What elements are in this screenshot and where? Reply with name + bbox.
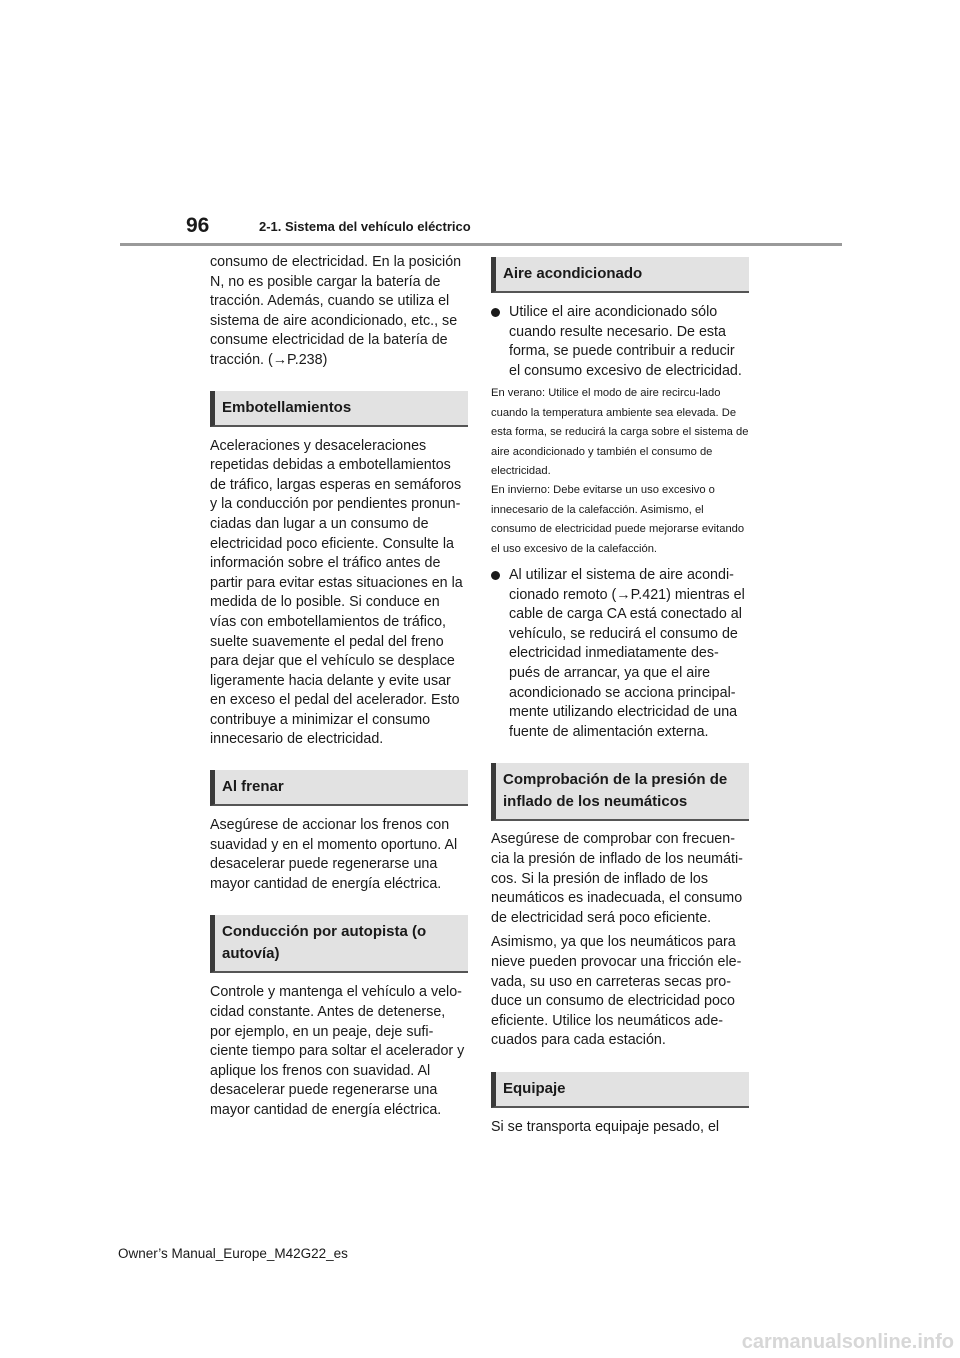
heading-equipaje: Equipaje <box>491 1072 749 1108</box>
bullet-text: Utilice el aire acondicionado sólo cuando resulte necesario. De esta forma, se puede contribuir a reducir el consumo excesivo de electricidad. <box>509 304 742 379</box>
note-invierno: En invierno: Debe evitarse un uso excesivo o innecesario de la calefacción. Asimismo, el consumo de electricidad puede mejorarse evitando el uso excesivo de la calefacción. <box>491 484 745 555</box>
heading-autopista: Conducción por autopista (o autovía) <box>210 915 468 973</box>
page-number: 96 <box>186 214 210 237</box>
right-column <box>491 257 749 1138</box>
paragraph-presion-2: Asimismo, ya que los neumáticos para nieve pueden provocar una fricción ele-vada, su uso en carreteras secas pro-duce un consumo de electricidad poco eficiente. Utilice los neumáticos ade-cuados para cada estación. <box>491 934 742 1049</box>
paragraph-embotellamientos: Aceleraciones y desaceleraciones repetidas debidas a embotellamientos de tráfico, largas esperas en semáforos y la conducción por pendientes pronun-ciadas dan lugar a un consumo de electricidad poco eficiente. Consulte la información sobre el tráfico antes de partir para evitar estas situaciones en la medida de lo posible. Si conduce en vías con embotellamientos de tráfico, suelte suavemente el pedal del freno para dejar que el vehículo se desplace ligeramente hacia delante y evite usar en exceso el pedal del acelerador. Esto contribuye a minimizar el consumo innecesario de electricidad. <box>210 437 463 748</box>
paragraph-presion-1: Asegúrese de comprobar con frecuen-cia la presión de inflado de los neumáti-cos. Si la presión de inflado de los neumáticos es inadecuada, el consumo de electricidad será poco eficiente. <box>491 831 743 926</box>
header-divider <box>120 243 842 246</box>
heading-al-frenar: Al frenar <box>210 770 468 806</box>
watermark: carmanualsonline.info <box>741 1331 954 1353</box>
paragraph-equipaje: Si se transporta equipaje pesado, el <box>491 1118 720 1135</box>
left-column <box>210 253 468 1121</box>
bullet-text: Al utilizar el sistema de aire acondi-cionado remoto (→P.421) mientras el cable de carga CA está conectado al vehículo, se reducirá el consumo de electricidad inmediatamente des-pués de arrancar, ya que el aire acondicionado se acciona principal-mente utilizando electricidad de una fuente de alimentación externa. <box>509 567 745 740</box>
bullet-item <box>491 303 749 381</box>
section-title: 2-1. Sistema del vehículo eléctrico <box>259 219 471 234</box>
heading-aire-acondicionado: Aire acondicionado <box>491 257 749 293</box>
bullet-item <box>491 566 749 742</box>
note-verano: En verano: Utilice el modo de aire recircu-lado cuando la temperatura ambiente sea elevada. De esta forma, se reducirá la carga sobre el sistema de aire acondicionado y también el consumo de electricidad. <box>491 387 749 477</box>
bullet-dot-icon <box>491 308 500 317</box>
intro-paragraph: consumo de electricidad. En la posición N, no es posible cargar la batería de tracción. Además, cuando se utiliza el sistema de aire acondicionado, etc., se consume electricidad de la batería de tracción. (→P.238) <box>210 254 462 368</box>
bullet-dot-icon <box>491 571 500 580</box>
footer-manual-id: Owner’s Manual_Europe_M42G22_es <box>118 1246 348 1261</box>
heading-presion-neumaticos: Comprobación de la presión de inflado de los neumáticos <box>491 763 749 821</box>
paragraph-al-frenar: Asegúrese de accionar los frenos con suavidad y en el momento oportuno. Al desacelerar puede regenerarse una mayor cantidad de energía eléctrica. <box>210 817 458 892</box>
paragraph-autopista: Controle y mantenga el vehículo a velo-cidad constante. Antes de detenerse, por ejemplo, en un peaje, deje sufi-ciente tiempo para soltar el acelerador y aplique los frenos con suavidad. Al desacelerar puede regenerarse una mayor cantidad de energía eléctrica. <box>210 984 465 1118</box>
heading-embotellamientos: Embotellamientos <box>210 391 468 427</box>
